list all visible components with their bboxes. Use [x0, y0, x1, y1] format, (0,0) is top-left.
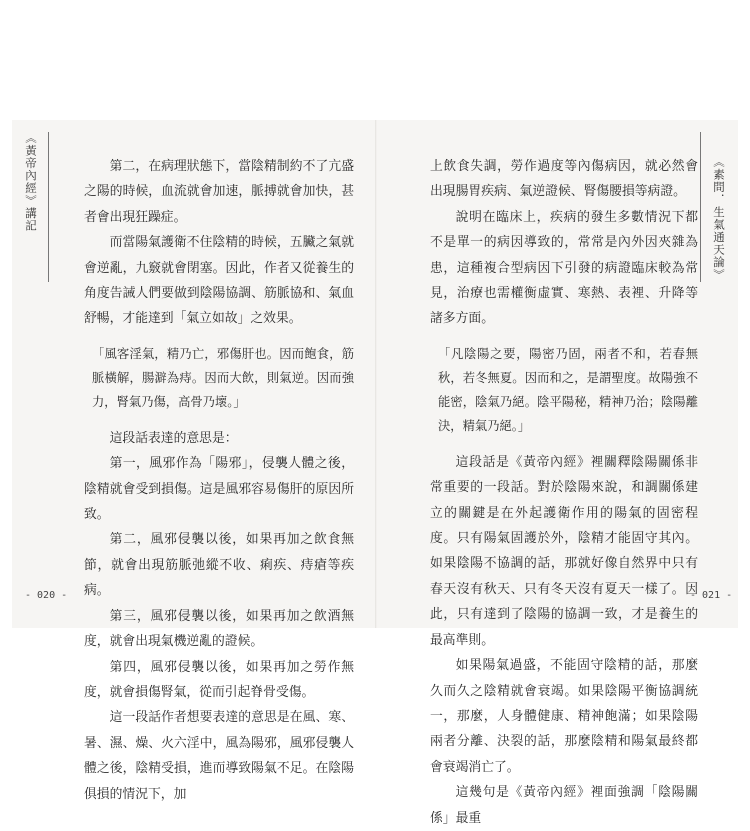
left-paragraph-8: 這一段話作者想要表達的意思是在風、寒、暑、濕、燥、火六淫中，風為陽邪，風邪侵襲人體之後，陰精受損，進而導致陽氣不足。在陰陽俱損的情況下，加 — [84, 710, 354, 802]
right-paragraph-2: 說明在臨床上，疾病的發生多數情況下都不是單一的病因導致的，常常是內外因夾雜為患，這種複合型病因下引發的病證臨床較為常見，治療也需權衡虛實、寒熱、表裡、升降等諸多方面。 — [430, 209, 698, 327]
left-title-rule — [48, 132, 49, 282]
left-paragraph-4: 第一，風邪作為「陽邪」，侵襲人體之後，陰精就會受到損傷。這是風邪容易傷肝的原因所致。 — [84, 456, 354, 523]
right-paragraph-4: 如果陽氣過盛，不能固守陰精的話，那麼久而久之陰精就會衰竭。如果陰陽平衡協調統一，那麼，人身體健康、精神飽滿；如果陰陽兩者分離、決裂的話，那麼陰精和陽氣最終都會衰竭消亡了。 — [430, 658, 698, 775]
left-paragraph-5: 第二，風邪侵襲以後，如果再加之飲食無節，就會出現筋脈弛縱不收、痢疾、痔瘡等疾病。 — [84, 532, 354, 599]
right-quote: 「凡陰陽之要，陽密乃固，兩者不和，若春無秋，若冬無夏。因而和之，是謂聖度。故陽強不能密，陰氣乃絕。陰平陽秘，精神乃治；陰陽離決，精氣乃絕。」 — [438, 346, 698, 433]
right-running-title: 《素問．生氣通天論》 — [712, 156, 726, 281]
right-paragraph-3: 這段話是《黃帝內經》裡關釋陰陽關係非常重要的一段話。對於陰陽來說，和調關係建立的關鍵是在外起護衛作用的陽氣的固密程度。只有陽氣固護於外，陰精才能固守其內。如果陰陽不協調的話，那就好像自然界中只有春天沒有秋天、只有冬天沒有夏天一樣了。因此，只有達到了陰陽的協調一致，才是養生的最高準則。 — [430, 454, 698, 648]
left-paragraph-2: 而當陽氣護衛不住陰精的時候，五臟之氣就會逆亂，九竅就會閉塞。因此，作者又從養生的角度告誡人們要做到陰陽協調、筋脈協和、氣血舒暢，才能達到「氣立如故」之效果。 — [84, 235, 354, 327]
book-gutter — [375, 120, 377, 628]
right-page-body — [430, 154, 698, 831]
left-page-body — [84, 154, 354, 807]
left-running-title: 《黃帝內經》講記 — [24, 132, 38, 232]
left-page-number: - 020 - — [25, 590, 68, 601]
left-paragraph-7: 第四，風邪侵襲以後，如果再加之勞作無度，就會損傷腎氣，從而引起脊骨受傷。 — [84, 659, 354, 700]
right-paragraph-1: 上飲食失調，勞作過度等內傷病因，就必然會出現腸胃疾病、氣逆證候、腎傷腰損等病證。 — [430, 159, 698, 200]
right-paragraph-5: 這幾句是《黃帝內經》裡面強調「陰陽關係」最重 — [430, 785, 698, 826]
right-title-rule — [700, 132, 701, 282]
left-paragraph-6: 第三，風邪侵襲以後，如果再加之飲酒無度，就會出現氣機逆亂的證候。 — [84, 608, 354, 650]
right-page-number: - 021 - — [690, 590, 733, 601]
left-paragraph-1: 第二，在病理狀態下，當陰精制約不了亢盛之陽的時候，血流就會加速，脈搏就會加快，甚者會出現狂躁症。 — [84, 159, 354, 225]
left-paragraph-3: 這段話表達的意思是： — [109, 430, 238, 446]
left-quote: 「風客淫氣，精乃亡，邪傷肝也。因而飽食，筋脈橫解，腸澼為痔。因而大飲，則氣逆。因而強力，腎氣乃傷，高骨乃壞。」 — [92, 346, 354, 409]
